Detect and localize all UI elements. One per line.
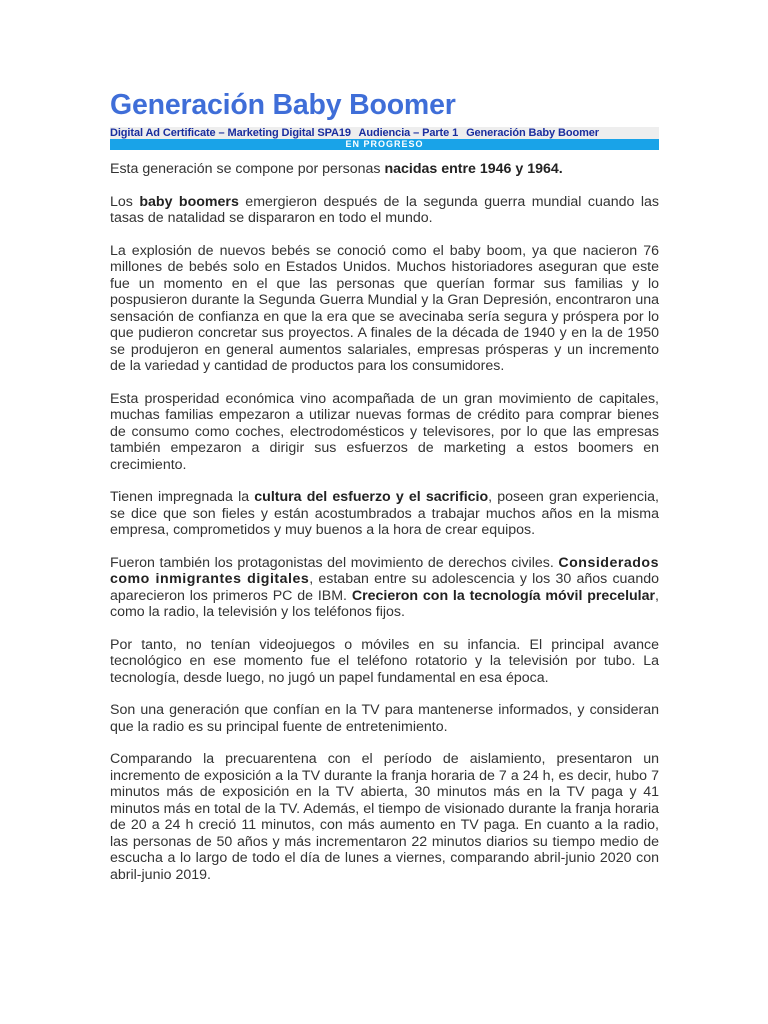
text-run: , estaban entre su adolescencia y los 30 años cuando aparecieron los primeros PC de IBM. xyxy=(110,571,659,604)
bold-text: nacidas entre 1946 y 1964. xyxy=(384,161,563,177)
breadcrumb-section[interactable]: Audiencia – Parte 1 xyxy=(358,127,459,139)
paragraph-4: Esta prosperidad económica vino acompañada de un gran movimiento de capitales, muchas familias empezaron a utilizar nuevas formas de crédito para comprar bienes de consumo como coches, electrodomésticos y televisores, por lo que las empresas también empezaron a dirigir sus esfuerzos de marketing a estos boomers en crecimiento. xyxy=(110,390,659,473)
page-title: Generación Baby Boomer xyxy=(110,89,456,121)
paragraph-6 xyxy=(110,555,659,621)
bold-text: Considerados como inmigrantes digitales xyxy=(110,554,659,587)
text-run: Fueron también los protagonistas del movimiento de derechos civiles. xyxy=(110,554,559,571)
paragraph-1 xyxy=(110,161,659,178)
paragraph-9: Comparando la precuarentena con el período de aislamiento, presentaron un incremento de exposición a la TV durante la franja horaria de 7 a 24 h, es decir, hubo 7 minutos más de exposición en la TV abierta, 30 minutos más en la TV paga y 41 minutos más en total de la TV. Además, el tiempo de visionado durante la franja horaria de 20 a 24 h creció 11 minutos, con más aumento en TV paga. En cuanto a la radio, las personas de 50 años y más incrementaron 22 minutos diarios su tiempo medio de escucha a lo largo de todo el día de lunes a viernes, comparando abril-junio 2020 con abril-junio 2019. xyxy=(110,751,659,883)
text-run: emergieron después de la segunda guerra mundial cuando las tasas de natalidad se dispararon en todo el mundo. xyxy=(110,193,659,226)
text-run: , poseen gran experiencia, se dice que son fieles y están acostumbrados a trabajar muchos años en la misma empresa, comprometidos y muy buenos a la hora de crear equipos. xyxy=(110,489,659,538)
bold-text: Crecieron con la tecnología móvil precelular xyxy=(351,587,656,604)
paragraph-7: Por tanto, no tenían videojuegos o móviles en su infancia. El principal avance tecnológico en ese momento fue el teléfono rotatorio y la televisión por tubo. La tecnología, desde luego, no jugó un papel fundamental en esa época. xyxy=(110,636,659,686)
text-run: Los xyxy=(110,193,140,210)
text-run: Esta generación se compone por personas xyxy=(110,161,385,177)
breadcrumb-course[interactable]: Digital Ad Certificate – Marketing Digital SPA19 xyxy=(110,127,351,139)
text-run: , como la radio, la televisión y los teléfonos fijos. xyxy=(110,587,659,620)
paragraph-2 xyxy=(110,194,659,227)
bold-text: cultura del esfuerzo y el sacrificio xyxy=(254,489,489,505)
text-run: Tienen impregnada la xyxy=(110,489,255,505)
paragraph-5 xyxy=(110,489,659,539)
paragraph-8: Son una generación que confían en la TV para mantenerse informados, y consideran que la radio es su principal fuente de entretenimiento. xyxy=(110,702,659,735)
status-badge: EN PROGRESO xyxy=(110,139,659,150)
bold-text: baby boomers xyxy=(139,193,239,210)
breadcrumb-current: Generación Baby Boomer xyxy=(466,127,599,139)
breadcrumb xyxy=(110,127,659,139)
paragraph-3: La explosión de nuevos bebés se conoció como el baby boom, ya que nacieron 76 millones de bebés solo en Estados Unidos. Muchos historiadores aseguran que este fue un momento en el que las personas que querían formar sus familias y lo pospusieron durante la Segunda Guerra Mundial y la Gran Depresión, encontraron una sensación de confianza en que la era que se avecinaba sería segura y próspera por lo que pudieron concretar sus proyectos. A finales de la década de 1940 y en la de 1950 se produjeron en general aumentos salariales, empresas prósperas y un incremento de la variedad y cantidad de productos para los consumidores. xyxy=(110,242,659,374)
